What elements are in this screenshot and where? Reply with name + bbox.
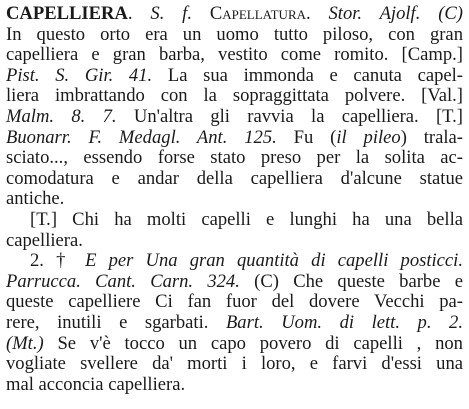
quotation-text: La sua immonda e canuta capel- [167, 64, 464, 86]
quotation-text: rere, inutili e sgarbati. [6, 311, 226, 333]
sense-number: 2. † [30, 250, 86, 272]
citation-source: Buonarr. F. Medagl. Ant. 125. [6, 126, 277, 148]
entry-line: queste capelliere Ci fan fuor del dovere Vecchi pa- [6, 291, 463, 313]
synonym: Capellatura [209, 3, 307, 24]
entry-line: antiche. [6, 188, 65, 210]
entry-line: capelliera. [6, 229, 83, 251]
headword: CAPELLIERA [6, 3, 128, 24]
citation-source: Stor. Ajolf. [328, 3, 421, 24]
quotation-text: (C) Che queste barbe e [254, 270, 463, 292]
entry-line [6, 272, 463, 293]
entry-line [6, 107, 463, 128]
quotation-text: Fu ( [293, 126, 337, 148]
citation-source: Pist. S. Gir. 41. [6, 64, 153, 86]
entry-line: sciato..., essendo forse stato preso per la solita ac- [6, 147, 463, 169]
entry-line: [T.] Chi ha molti capelli e lunghi ha una bella [30, 208, 463, 230]
sense-definition: E per Una gran quantità di capelli posticci. [85, 250, 463, 272]
citation-marker: (C) [438, 3, 463, 24]
entry-line [6, 251, 463, 272]
entry-line [6, 313, 463, 334]
entry-line: In questo orto era un uomo tutto piloso, con gran [6, 23, 463, 45]
gloss-italic: il pileo [336, 126, 401, 148]
entry-line: vogliate svellere da' morti i loro, e farvi d'essi una [6, 353, 463, 375]
entry-line: CAPELLIERA. S. f. Capellatura. Stor. Ajolf. (C) [6, 3, 463, 24]
entry-line [6, 334, 463, 355]
entry-line [6, 128, 463, 149]
quotation-text: Se v'è tocco un capo povero di capelli , non [57, 332, 463, 354]
entry-line: mal acconcia capelliera. [6, 373, 186, 395]
quotation-text: ) trala- [400, 126, 463, 148]
entry-line [6, 66, 463, 87]
entry-line: liera imbrattando con la sopraggittata polvere. [Val.] [6, 85, 463, 107]
citation-source: Bart. Uom. di lett. p. 2. [225, 311, 463, 333]
citation-source: Malm. 8. 7. [6, 105, 117, 127]
entry-line: comodatura e andar della capelliera d'alcune statue [6, 167, 463, 189]
grammar-label: S. f. [150, 3, 192, 24]
entry-line: capelliera e gran barba, vestito come romito. [Camp.] [6, 44, 463, 66]
citation-source: (Mt.) [6, 332, 44, 354]
quotation-text: Un'altra gli ravvia la capelliera. [T.] [133, 105, 463, 127]
citation-source: Parrucca. Cant. Carn. 324. [6, 270, 240, 292]
